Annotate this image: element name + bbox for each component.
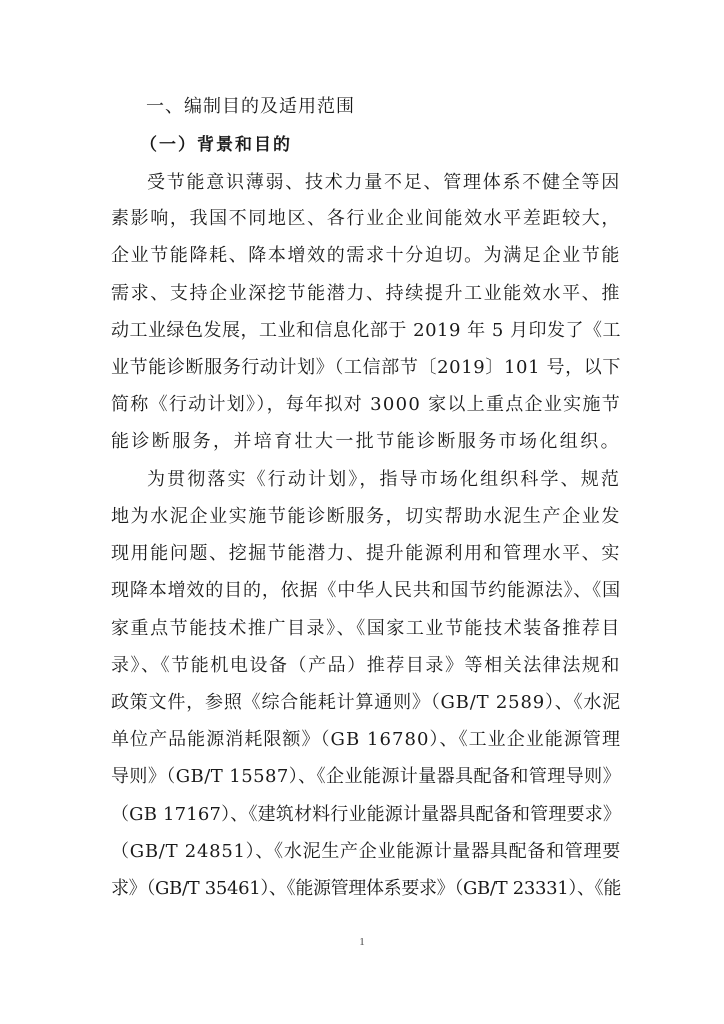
paragraph2-line: 政策文件，参照《综合能耗计算通则》（GB/T 2589）、《水泥 — [111, 692, 621, 713]
paragraph2-line: 现降本增效的目的，依据《中华人民共和国节约能源法》、《国 — [111, 580, 621, 601]
paragraph2-line: 单位产品能源消耗限额》（GB 16780）、《工业企业能源管理 — [111, 729, 621, 750]
paragraph1-line: 需求、支持企业深挖节能潜力、持续提升工业能效水平、推 — [111, 283, 621, 304]
paragraph1-line: 素影响，我国不同地区、各行业企业间能效水平差距较大， — [111, 208, 621, 229]
paragraph1-line: 能诊断服务，并培育壮大一批节能诊断服务市场化组织。 — [111, 431, 621, 452]
paragraph2-line: （GB 17167）、《建筑材料行业能源计量器具配备和管理要求》 — [111, 804, 621, 825]
paragraph1-line: 动工业绿色发展，工业和信息化部于 2019 年 5 月印发了《工 — [111, 320, 621, 341]
paragraph1-line: 简称《行动计划》），每年拟对 3000 家以上重点企业实施节 — [111, 394, 621, 415]
paragraph1-line: 业节能诊断服务行动计划》（工信部节〔2019〕101 号，以下 — [111, 357, 621, 378]
paragraph2-line: 求》（GB/T 35461）、《能源管理体系要求》（GB/T 23331）、《能 — [111, 878, 621, 899]
paragraph1-line: 受节能意识薄弱、技术力量不足、管理体系不健全等因 — [147, 172, 621, 193]
paragraph2-line: 录》、《节能机电设备（产品）推荐目录》等相关法律法规和 — [111, 655, 621, 676]
page-number: 1 — [359, 936, 365, 948]
section-heading: 一、编制目的及适用范围 — [146, 96, 355, 117]
paragraph2-line: 地为水泥企业实施节能诊断服务，切实帮助水泥生产企业发 — [111, 506, 621, 527]
paragraph2-line: （GB/T 24851）、《水泥生产企业能源计量器具配备和管理要 — [111, 841, 621, 862]
paragraph2-line: 现用能问题、挖掘节能潜力、提升能源利用和管理水平、实 — [111, 543, 621, 564]
paragraph1-line: 企业节能降耗、降本增效的需求十分迫切。为满足企业节能 — [111, 245, 621, 266]
paragraph2-line: 家重点节能技术推广目录》、《国家工业节能技术装备推荐目 — [111, 618, 621, 639]
paragraph2-line: 为贯彻落实《行动计划》，指导市场化组织科学、规范 — [147, 469, 621, 490]
paragraph2-line: 导则》（GB/T 15587）、《企业能源计量器具配备和管理导则》 — [111, 766, 621, 787]
subsection-heading: （一）背景和目的 — [140, 135, 292, 155]
